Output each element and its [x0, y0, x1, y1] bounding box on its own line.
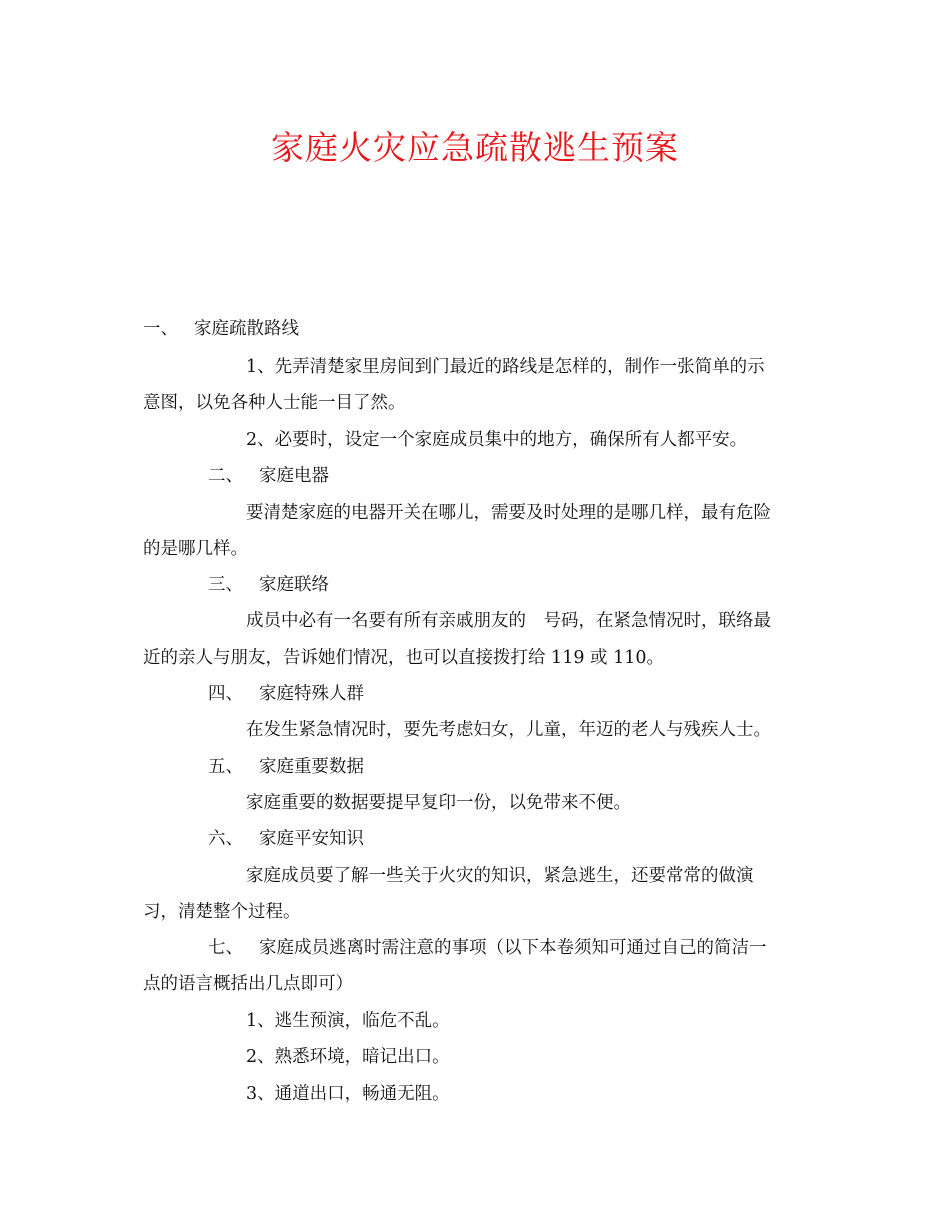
section-heading-2: [208, 465, 329, 487]
section-number: 一、: [143, 319, 178, 339]
paragraph-line: 家庭重要的数据要提早复印一份，以免带来不便。: [246, 793, 631, 813]
list-item: 1、逃生预演，临危不乱。: [246, 1011, 450, 1031]
paragraph-line: 意图，以免各种人士能一目了然。: [143, 393, 406, 413]
section-number: 二、: [208, 466, 243, 486]
section-heading-7: [208, 937, 767, 959]
section-number: 七、: [208, 938, 243, 958]
section-title-continuation: 点的语言概括出几点即可）: [143, 974, 353, 994]
section-heading-5: [208, 756, 364, 778]
section-title: 家庭联络: [259, 575, 329, 595]
section-heading-6: [208, 828, 364, 850]
section-number: 四、: [208, 684, 243, 704]
section-title: 家庭特殊人群: [259, 684, 364, 704]
document-title: 家庭火灾应急疏散逃生预案: [271, 128, 679, 167]
section-title: 家庭重要数据: [259, 757, 364, 777]
section-number: 五、: [208, 757, 243, 777]
list-item: 2、熟悉环境，暗记出口。: [246, 1047, 450, 1067]
section-title: 家庭平安知识: [259, 829, 364, 849]
paragraph-line: 在发生紧急情况时，要先考虑妇女，儿童，年迈的老人与残疾人士。: [246, 720, 771, 740]
section-heading-3: [208, 574, 329, 596]
paragraph-line: 习，清楚整个过程。: [143, 902, 301, 922]
section-heading-1: [143, 318, 299, 340]
section-number: 三、: [208, 575, 243, 595]
paragraph-line: 家庭成员要了解一些关于火灾的知识，紧急逃生，还要常常的做演: [246, 866, 754, 886]
paragraph-line: 2、必要时，设定一个家庭成员集中的地方，确保所有人都平安。: [246, 430, 748, 450]
section-number: 六、: [208, 829, 243, 849]
section-title: 家庭成员逃离时需注意的事项（以下本卷须知可通过自己的简洁一: [259, 938, 767, 958]
paragraph-line: 的是哪几样。: [143, 539, 248, 559]
paragraph-line: 1、先弄清楚家里房间到门最近的路线是怎样的，制作一张简单的示: [246, 357, 765, 377]
section-heading-4: [208, 683, 364, 705]
section-title: 家庭疏散路线: [194, 319, 299, 339]
paragraph-line: 成员中必有一名要有所有亲戚朋友的 号码，在紧急情况时，联络最: [246, 611, 771, 631]
section-title: 家庭电器: [259, 466, 329, 486]
paragraph-line: 近的亲人与朋友，告诉她们情况，也可以直接拨打给 119 或 110。: [143, 648, 664, 668]
paragraph-line: 要清楚家庭的电器开关在哪儿，需要及时处理的是哪几样，最有危险: [246, 503, 771, 523]
list-item: 3、通道出口，畅通无阻。: [246, 1084, 450, 1104]
